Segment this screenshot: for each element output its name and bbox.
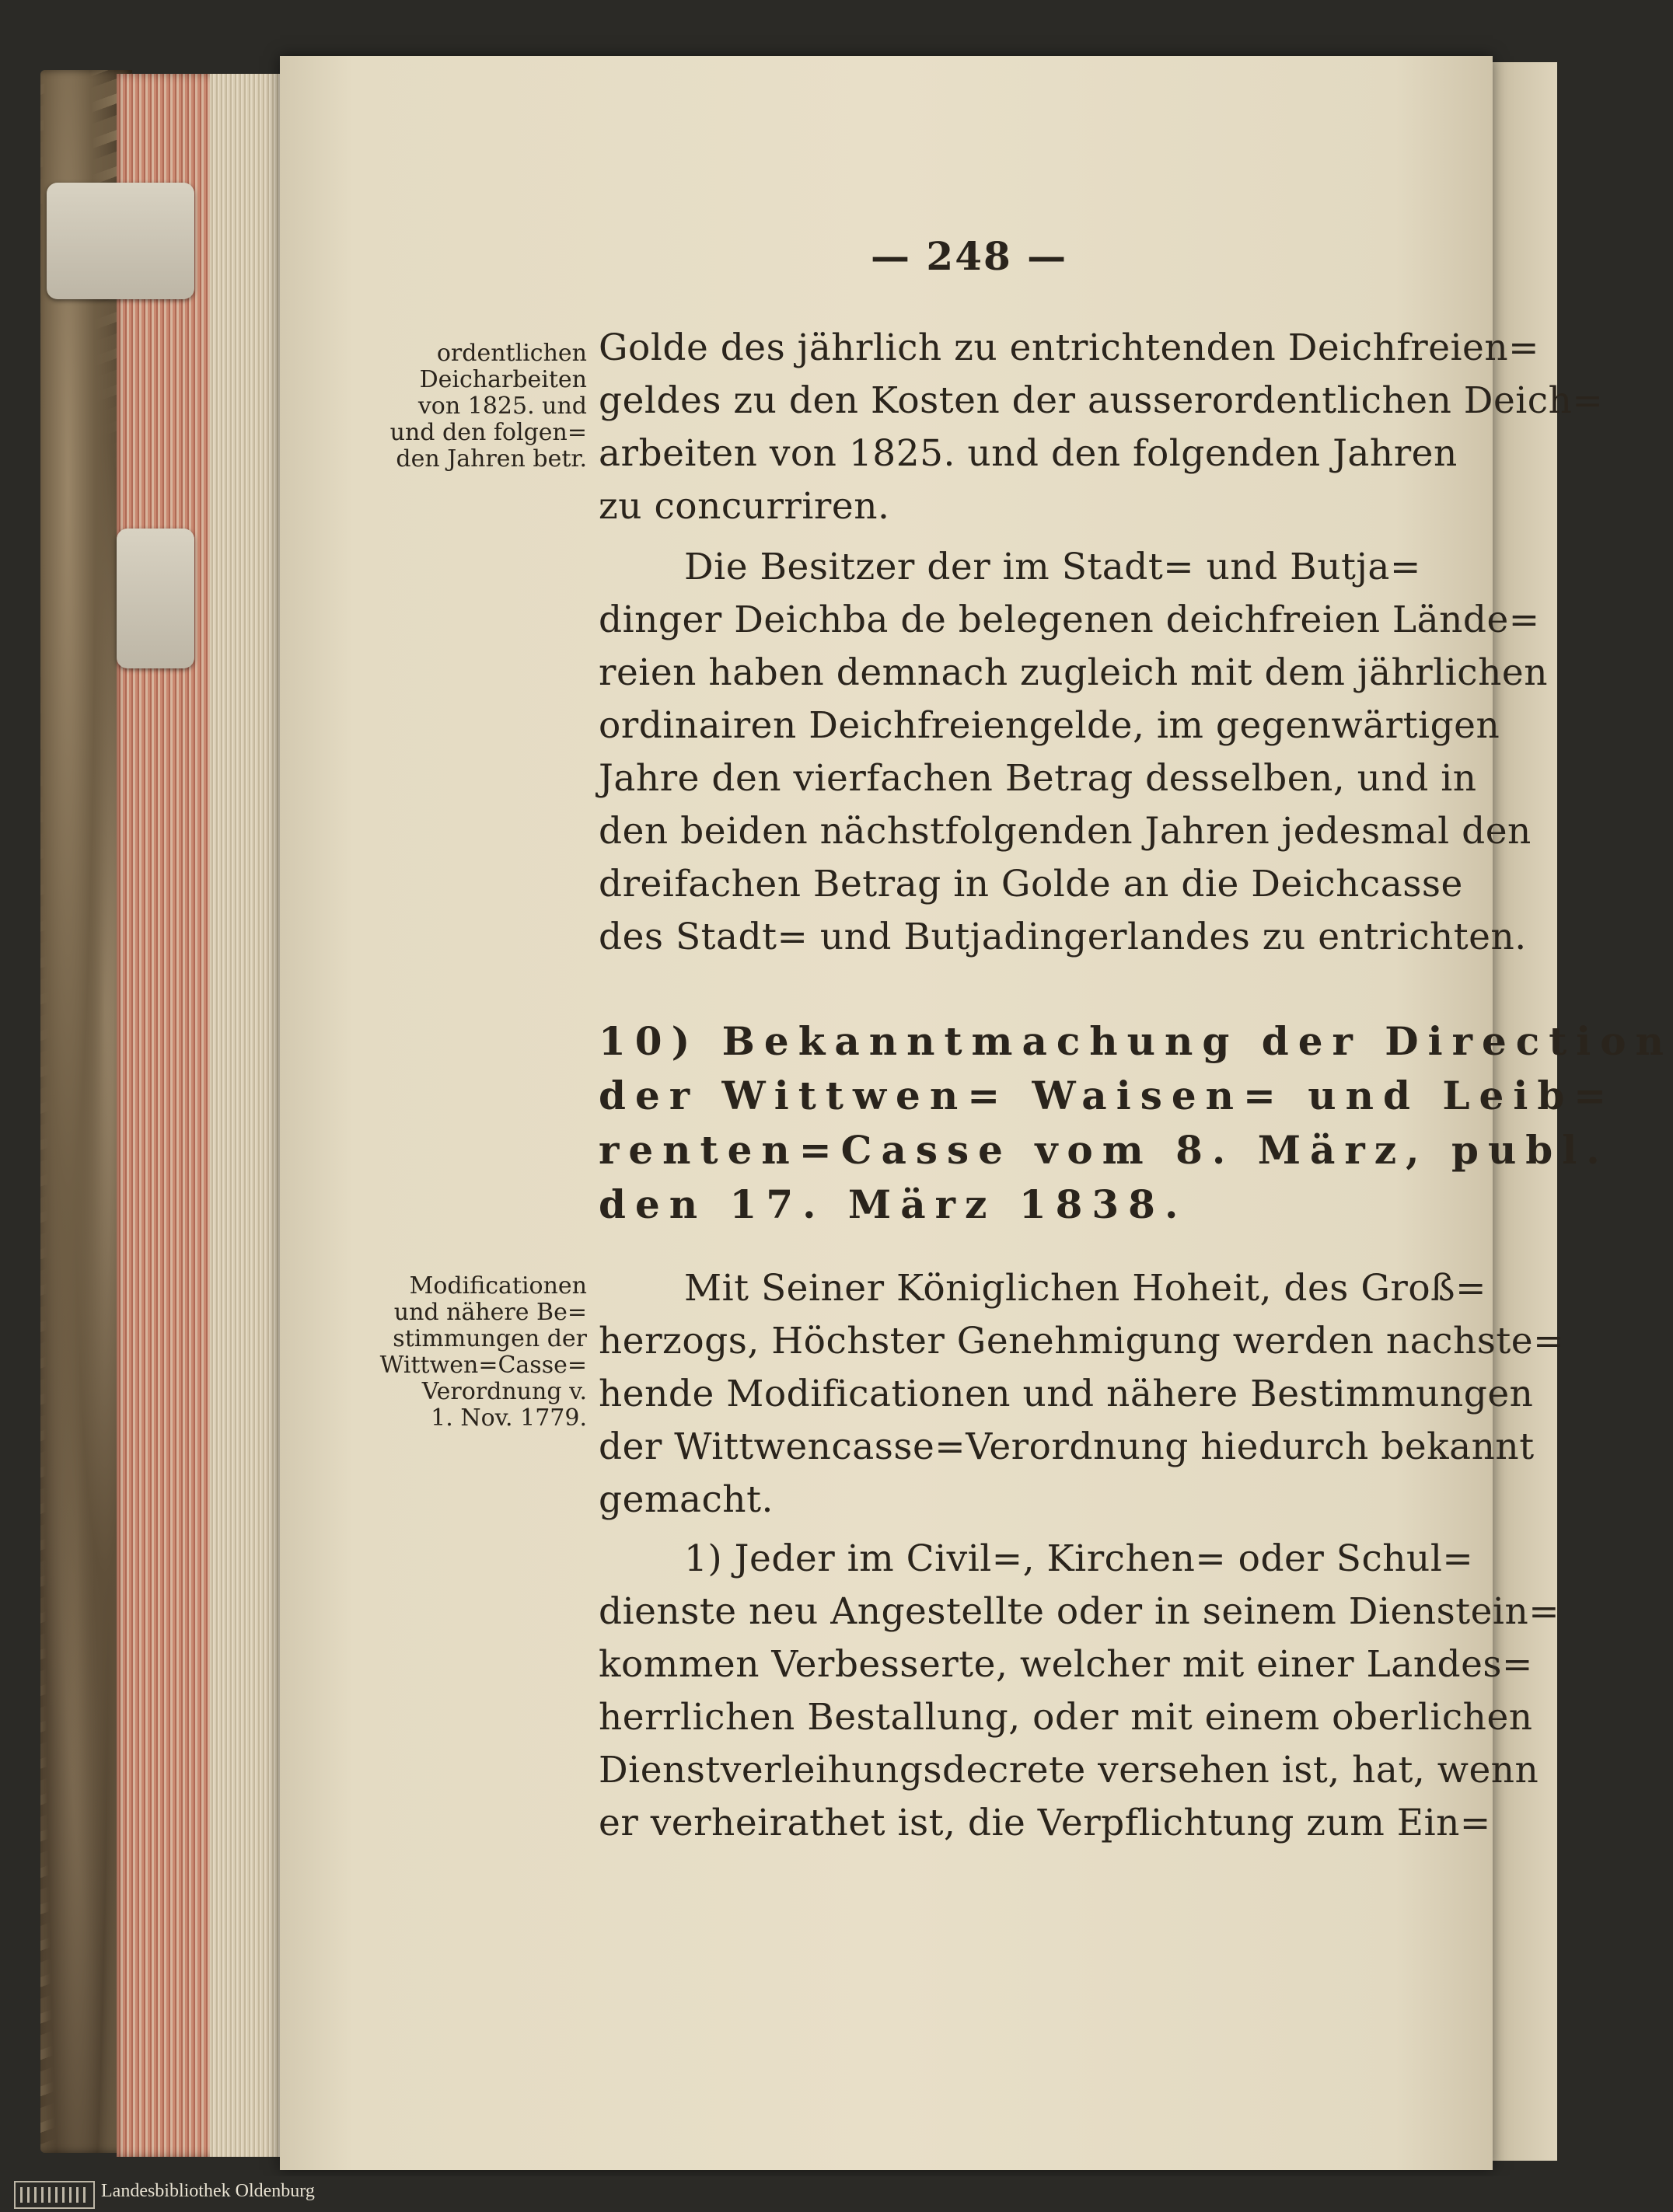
text-line: herrlichen Bestallung, oder mit einem oberlichen: [599, 1696, 1533, 1739]
text-line: arbeiten von 1825. und den folgenden Jahren: [599, 432, 1458, 475]
margin-note-line: stimmungen der: [393, 1325, 587, 1352]
text-line: geldes zu den Kosten der ausserordentlichen Deich=: [599, 379, 1604, 422]
text-line: kommen Verbesserte, welcher mit einer Landes=: [599, 1643, 1533, 1686]
margin-note-line: Deicharbeiten: [419, 366, 587, 393]
text-line: der Wittwencasse=Verordnung hiedurch bekannt: [599, 1425, 1535, 1468]
text-line: Golde des jährlich zu entrichtenden Deichfreien=: [599, 326, 1540, 369]
text-line: Die Besitzer der im Stadt= und Butja=: [684, 546, 1421, 588]
text-line: Jahre den vierfachen Betrag desselben, und in: [599, 757, 1477, 800]
text-line: den beiden nächstfolgenden Jahren jedesmal den: [599, 810, 1532, 853]
footer-credit: Landesbibliothek Oldenburg: [101, 2181, 315, 2201]
text-line: reien haben demnach zugleich mit dem jährlichen: [599, 651, 1548, 694]
margin-note-line: ordentlichen: [436, 340, 587, 367]
text-line: ordinairen Deichfreiengelde, im gegenwärtigen: [599, 704, 1500, 747]
text-line: herzogs, Höchster Genehmigung werden nachste=: [599, 1320, 1564, 1362]
page-tab-top: [47, 183, 194, 299]
library-logo-icon: [14, 2181, 95, 2209]
text-line: Mit Seiner Königlichen Hoheit, des Groß=: [684, 1267, 1486, 1310]
text-line: zu concurriren.: [599, 485, 890, 528]
section-heading: 10) Bekanntmachung der Direction: [599, 1018, 1673, 1064]
text-line: Dienstverleihungsdecrete versehen ist, hat, wenn: [599, 1749, 1539, 1792]
section-heading: renten=Casse vom 8. März, publ.: [599, 1127, 1609, 1173]
text-line: dreifachen Betrag in Golde an die Deichcasse: [599, 863, 1463, 905]
text-line: dinger Deichba de belegenen deichfreien Lände=: [599, 598, 1540, 641]
section-heading: den 17. März 1838.: [599, 1181, 1188, 1227]
text-line: des Stadt= und Butjadingerlandes zu entrichten.: [599, 916, 1527, 958]
margin-note-line: 1. Nov. 1779.: [431, 1404, 587, 1432]
margin-note-line: Verordnung v.: [421, 1378, 587, 1405]
margin-note-line: den Jahren betr.: [396, 445, 587, 473]
text-line: 1) Jeder im Civil=, Kirchen= oder Schul=: [684, 1537, 1474, 1580]
margin-note-line: Modificationen: [409, 1272, 587, 1300]
margin-note-line: Wittwen=Casse=: [379, 1352, 587, 1379]
text-line: hende Modificationen und nähere Bestimmungen: [599, 1373, 1534, 1415]
margin-note-line: von 1825. und: [417, 393, 587, 420]
section-heading: der Wittwen= Waisen= und Leib=: [599, 1073, 1616, 1118]
margin-note-line: und den folgen=: [389, 419, 587, 446]
text-line: er verheirathet ist, die Verpflichtung zum Ein=: [599, 1802, 1491, 1844]
page-number: — 248 —: [871, 233, 1068, 279]
margin-note-line: und nähere Be=: [393, 1299, 587, 1326]
page-edges-inner: [210, 74, 284, 2157]
text-line: gemacht.: [599, 1478, 774, 1521]
page-tab-middle: [117, 529, 194, 668]
text-line: dienste neu Angestellte oder in seinem Dienstein=: [599, 1590, 1560, 1633]
